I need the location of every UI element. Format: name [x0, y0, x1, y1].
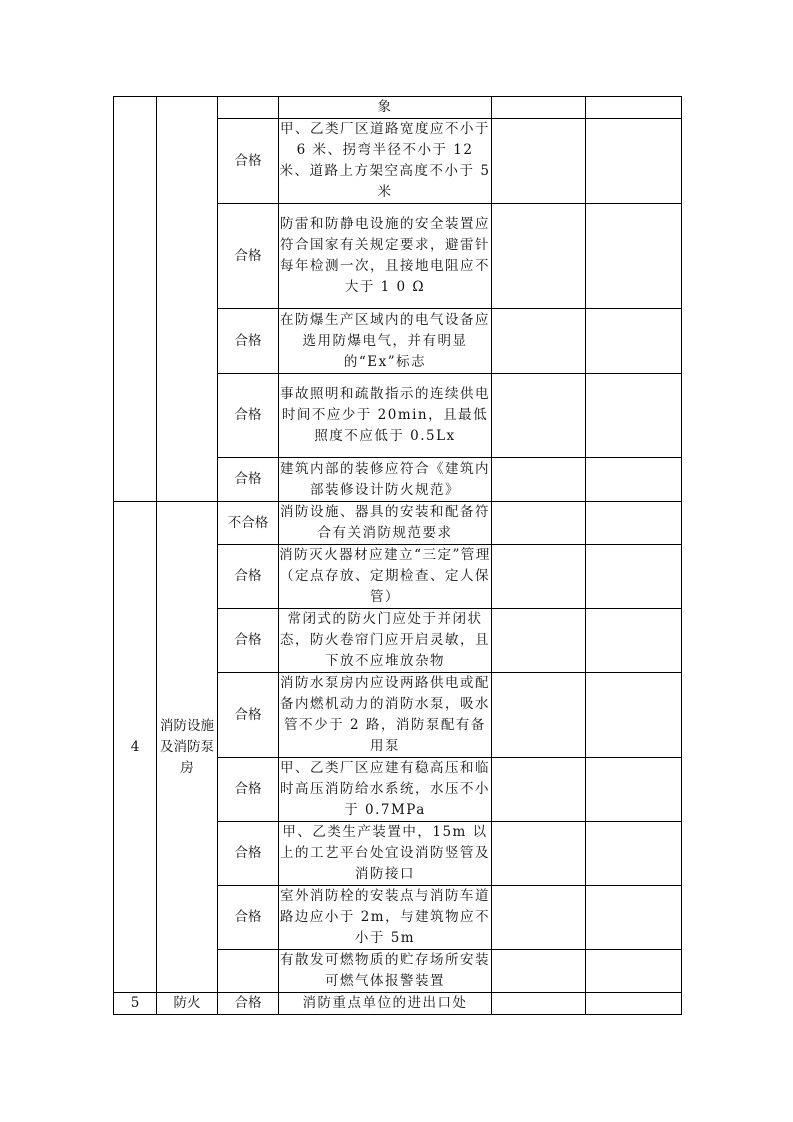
result-cell: 合格: [218, 993, 279, 1015]
result-cell: 合格: [218, 673, 279, 758]
blank-cell: [586, 374, 682, 458]
blank-cell: [492, 374, 586, 458]
blank-cell: [492, 97, 586, 119]
result-cell: 合格: [218, 458, 279, 502]
blank-cell: [586, 950, 682, 993]
requirement-cell: 在防爆生产区域内的电气设备应选用防爆电气，并有明显的“Ex”标志: [279, 309, 492, 374]
result-cell: 合格: [218, 204, 279, 309]
result-cell: 合格: [218, 545, 279, 609]
result-cell: 合格: [218, 609, 279, 673]
blank-cell: [492, 502, 586, 545]
requirement-cell: 甲、乙类厂区应建有稳高压和临时高压消防给水系统，水压不小于 0.7MPa: [279, 758, 492, 822]
blank-cell: [492, 119, 586, 204]
requirement-cell: 防雷和防静电设施的安全装置应符合国家有关规定要求，避雷针每年检测一次，且接地电阻应不大于 1 0 Ω: [279, 204, 492, 309]
item-category-cell: 防火: [157, 993, 218, 1015]
requirement-cell: 象: [279, 97, 492, 119]
blank-cell: [586, 822, 682, 886]
requirement-cell: 甲、乙类生产装置中，15m 以上的工艺平台处宜设消防竖管及消防接口: [279, 822, 492, 886]
requirement-cell: 消防灭火器材应建立“三定”管理（定点存放、定期检查、定人保管）: [279, 545, 492, 609]
item-number-cell: 4: [114, 502, 157, 993]
blank-cell: [586, 502, 682, 545]
blank-cell: [492, 204, 586, 309]
blank-cell: [586, 309, 682, 374]
result-cell: [218, 97, 279, 119]
requirement-cell: 室外消防栓的安装点与消防车道路边应小于 2m，与建筑物应不小于 5m: [279, 886, 492, 950]
blank-cell: [492, 758, 586, 822]
blank-cell: [492, 458, 586, 502]
result-cell: 合格: [218, 309, 279, 374]
table-row: [114, 502, 682, 545]
result-cell: 合格: [218, 119, 279, 204]
item-number-cell: 5: [114, 993, 157, 1015]
blank-cell: [586, 204, 682, 309]
result-cell: 不合格: [218, 502, 279, 545]
item-number-cell: [114, 97, 157, 502]
blank-cell: [586, 993, 682, 1015]
blank-cell: [492, 545, 586, 609]
blank-cell: [586, 458, 682, 502]
item-category-cell: [157, 97, 218, 502]
blank-cell: [492, 950, 586, 993]
blank-cell: [492, 673, 586, 758]
result-cell: 合格: [218, 886, 279, 950]
result-cell: 合格: [218, 822, 279, 886]
inspection-table: [113, 96, 682, 1015]
blank-cell: [492, 886, 586, 950]
table-row: [114, 993, 682, 1015]
requirement-cell: 建筑内部的装修应符合《建筑内部装修设计防火规范》: [279, 458, 492, 502]
requirement-cell: 甲、乙类厂区道路宽度应不小于 6 米、拐弯半径不小于 12 米、道路上方架空高度不小于 5 米: [279, 119, 492, 204]
blank-cell: [586, 886, 682, 950]
result-cell: 合格: [218, 758, 279, 822]
requirement-cell: 常闭式的防火门应处于并闭状态，防火卷帘门应开启灵敏，且下放不应堆放杂物: [279, 609, 492, 673]
requirement-cell: 消防水泵房内应设两路供电或配备内燃机动力的消防水泵，吸水管不少于 2 路，消防泵配有备用泵: [279, 673, 492, 758]
table-row: [114, 97, 682, 119]
blank-cell: [586, 673, 682, 758]
blank-cell: [586, 119, 682, 204]
requirement-cell: 有散发可燃物质的贮存场所安装可燃气体报警装置: [279, 950, 492, 993]
result-cell: [218, 950, 279, 993]
blank-cell: [586, 609, 682, 673]
blank-cell: [586, 545, 682, 609]
requirement-cell: 消防重点单位的进出口处: [279, 993, 492, 1015]
requirement-cell: 事故照明和疏散指示的连续供电时间不应少于 20min，且最低照度不应低于 0.5Lx: [279, 374, 492, 458]
result-cell: 合格: [218, 374, 279, 458]
blank-cell: [492, 822, 586, 886]
requirement-cell: 消防设施、器具的安装和配备符合有关消防规范要求: [279, 502, 492, 545]
blank-cell: [492, 609, 586, 673]
blank-cell: [586, 97, 682, 119]
blank-cell: [492, 309, 586, 374]
item-category-cell: 消防设施及消防泵房: [157, 502, 218, 993]
blank-cell: [492, 993, 586, 1015]
blank-cell: [586, 758, 682, 822]
